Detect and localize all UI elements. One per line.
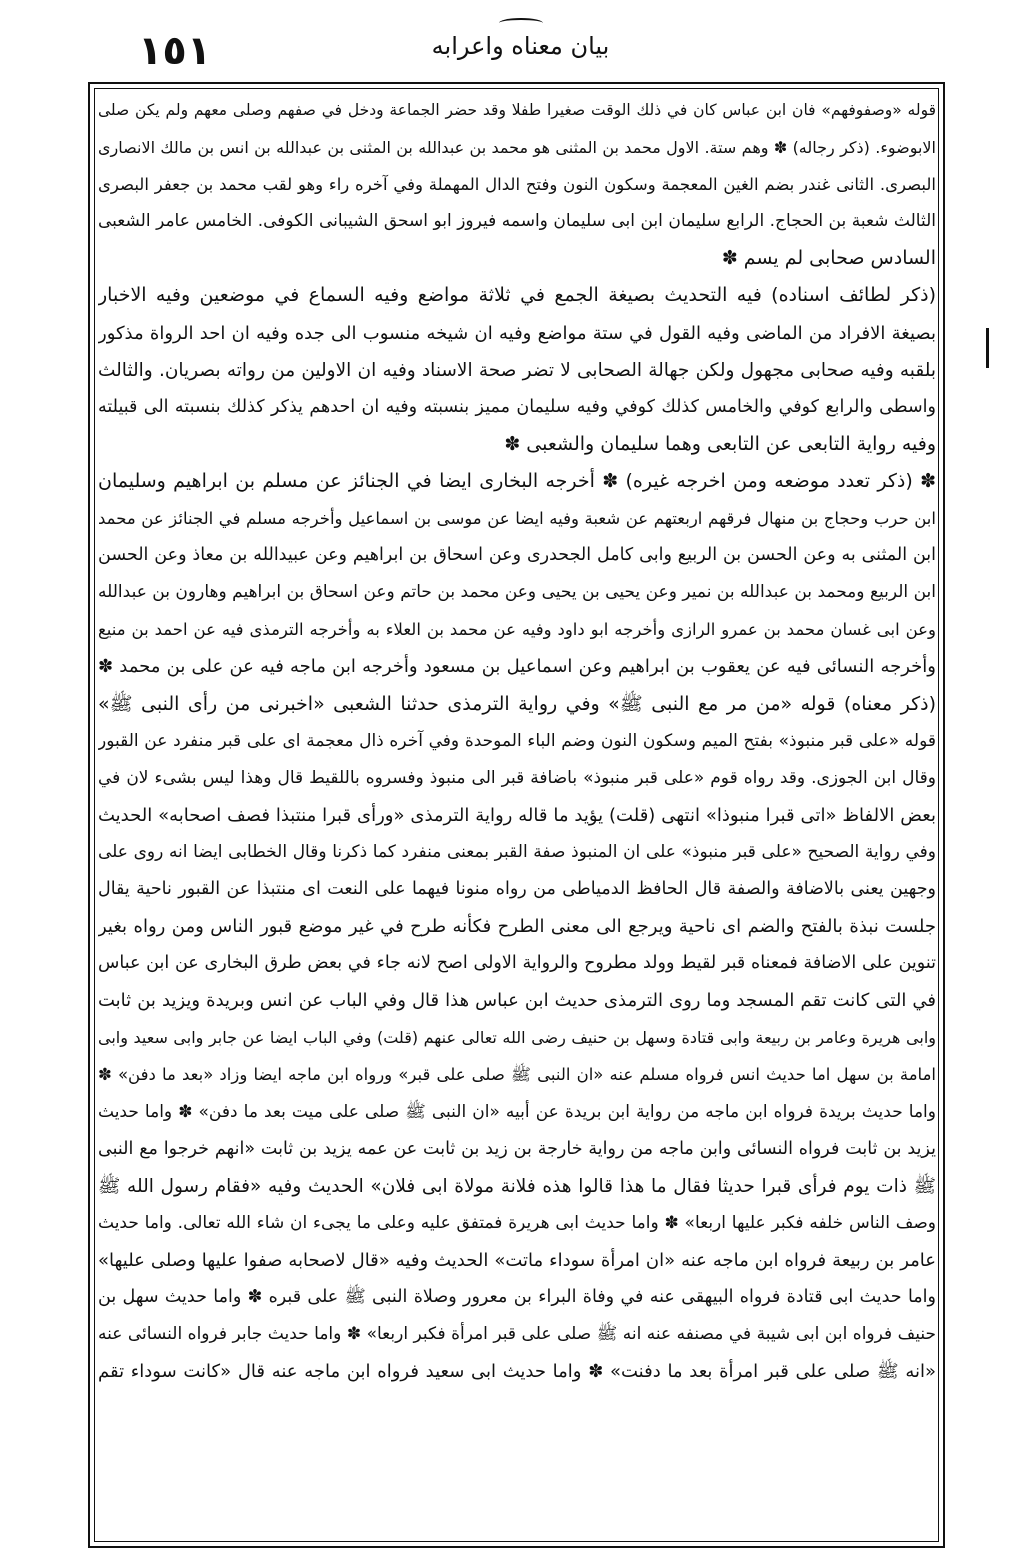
- text-line: السادس صحابى لم يسم ✽: [721, 247, 936, 270]
- text-line: قوله «وصفوفهم» فان ابن عباس كان في ذلك الوقت صغيرا طفلا وقد حضر الجماعة ودخل في صفهم وصلى معهم ولم يكن صلى: [98, 101, 936, 119]
- text-line: ابن المثنى به وعن الحسن بن الربيع وابى كامل الجحدرى وعن اسحاق بن ابراهيم وعن عبيدالله بن معاذ وعن الحسن: [98, 545, 936, 566]
- text-line: وقال ابن الجوزى. وقد رواه قوم «على قبر منبوذ» باضافة قبر الى منبوذ وفسروه باللقيط قال وهذا ليس بشىء لان في: [98, 767, 936, 788]
- text-body: [98, 92, 936, 1540]
- text-line: امامة بن سهل اما حديث انس فرواه مسلم عنه «ان النبى ﷺ صلى على قبر» ورواه ابن ماجه ايضا وزاد «بعد ما دفن» ✽: [98, 1065, 936, 1085]
- text-line: وجهين يعنى بالاضافة والصفة قال الحافظ الدمياطى من رواه منونا فيهما على النعت اى منتبذا عن القبور ناحية يقال: [98, 878, 936, 899]
- page-header: [60, 18, 981, 82]
- page-number: ١٥١: [138, 28, 212, 74]
- text-line: في التى كانت تقم المسجد وما روى الترمذى حديث ابن عباس هذا قال وفي الباب عن انس وبريدة ويزيد بن ثابت: [98, 990, 936, 1012]
- text-line: حنيف فرواه ابن ابى شيبة في مصنفه عنه انه ﷺ صلى على قبر امرأة فكبر اربعا» ✽ واما حديث جابر فرواه النسائى عنه: [98, 1324, 936, 1345]
- text-line: وأخرجه النسائى فيه عن يعقوب بن ابراهيم وعن اسماعيل بن مسعود وأخرجه ابن ماجه فيه عن على بن محمد ✽: [98, 656, 936, 678]
- text-line: بعض الالفاظ «اتى قبرا منبوذا» انتهى (قلت) يؤيد ما قاله رواية الترمذى «ورأى قبرا منتبذا فصف اصحابه» الحديث: [98, 804, 936, 826]
- text-line: جلست نبذة بالفتح والضم اى ناحية ويرجع الى معنى الطرح فكأنه طرح في غير موضع قبور الناس ومن رواه بغير: [98, 916, 936, 938]
- text-line: «انه ﷺ صلى على قبر امرأة بعد ما دفنت» ✽ واما حديث ابى سعيد فرواه ابن ماجه عنه قال «كانت سوداء تقم: [98, 1361, 936, 1383]
- text-line: ﷺ ذات يوم فرأى قبرا حديثا فقال ما هذا قالوا هذه فلانة مولاة ابى فلان» الحديث وفيه «فقام رسول الله ﷺ: [98, 1175, 936, 1197]
- text-line: قوله «على قبر منبوذ» بفتح الميم وسكون النون وضم الباء الموحدة وفي آخره ذال معجمة اى على قبر منفرد عن القبور: [98, 730, 936, 751]
- text-line: ✽ (ذكر تعدد موضعه ومن اخرجه غيره) ✽ أخرجه البخارى ايضا في الجنائز عن مسلم بن ابراهيم وسليمان: [98, 469, 936, 492]
- text-line: واسطى والرابع كوفي والخامس كذلك كوفي وفيه سليمان مميز بنسبته وفيه ان احدهم يذكر كذلك بنسبته الى قبيلته: [98, 396, 936, 417]
- text-line: وفيه رواية التابعى عن التابعى وهما سليمان والشعبى ✽: [504, 432, 936, 455]
- text-line: يزيد بن ثابت فرواه النسائى وابن ماجه من رواية خارجة بن زيد بن ثابت عن عمه يزيد بن ثابت «انهم خرجوا مع النبى: [98, 1138, 936, 1159]
- text-line: وعن ابى غسان محمد بن عمرو الرازى وأخرجه ابو داود وفيه عن محمد بن العلاء به وأخرجه الترمذى فيه عن احمد بن منيع: [98, 620, 936, 640]
- text-line: وصف الناس خلفه فكبر عليها اربعا» ✽ واما حديث ابى هريرة فمتفق عليه وعلى ما يجىء ان شاء الله تعالى. واما حديث: [98, 1212, 936, 1233]
- text-line: وفي رواية الصحيح «على قبر منبوذ» على ان المنبوذ صفة القبر بمعنى منفرد كما ذكرنا وقال الخطابى ايضا انه روى على: [98, 841, 936, 862]
- text-line: البصرى. الثانى غندر بضم الغين المعجمة وسكون النون وفتح الدال المهملة وفي آخره راء وهو لقب محمد بن جعفر البصرى: [98, 175, 936, 195]
- text-line: ابن حرب وحجاج بن منهال فرقهم اربعتهم عن شعبة وفيه ايضا عن موسى بن اسماعيل وأخرجه مسلم في الجنائز عن محمد: [98, 509, 936, 529]
- text-line: بصيغة الافراد من الماضى وفيه القول في ستة مواضع وفيه ان شيخه منسوب الى جده وفيه ان احد الرواة مذكور: [98, 322, 936, 344]
- margin-mark: [986, 328, 989, 368]
- text-line: تنوين على الاضافة فمعناه قبر لقيط وولد مطروح والرواية الاولى اصح لانه جاء في بعض طرق البخارى عن ابن عباس: [98, 953, 936, 974]
- header-ornament: [499, 18, 543, 28]
- text-line: (ذكر لطائف اسناده) فيه التحديث بصيغة الجمع في ثلاثة مواضع وفيه السماع في موضعين وفيه الاخبار: [98, 284, 936, 307]
- running-title: بيان معناه واعرابه: [431, 32, 610, 60]
- text-line: ابن الربيع ومحمد بن عبدالله بن نمير وعن يحيى بن يحيى وعن محمد بن حاتم وعن اسحاق بن ابراهيم وهارون بن عبدالله: [98, 582, 936, 603]
- text-line: الابوضوء. (ذكر رجاله) ✽ وهم ستة. الاول محمد بن المثنى هو محمد بن عبدالله بن المثنى بن عبدالله بن انس بن مالك الانصارى: [98, 138, 936, 158]
- text-line: واما حديث ابى قتادة فرواه البيهقى عنه في وفاة البراء بن معرور وصلاة النبى ﷺ على قبره ✽ واما حديث سهل بن: [98, 1287, 936, 1307]
- text-line: واما حديث بريدة فرواه ابن ماجه من رواية ابن بريدة عن أبيه «ان النبى ﷺ صلى على ميت بعد ما دفن» ✽ واما حديث: [98, 1101, 936, 1122]
- text-line: الثالث شعبة بن الحجاج. الرابع سليمان ابن ابى سليمان واسمه فيروز ابو اسحق الشيبانى الكوفى. الخامس عامر الشعبى: [98, 211, 936, 232]
- text-line: (ذكر معناه) قوله «من مر مع النبى ﷺ» وفي رواية الترمذى حدثنا الشعبى «اخبرنى من رأى النبى ﷺ»: [98, 692, 936, 715]
- text-line: بلقبه وفيه صحابى مجهول ولكن جهالة الصحابى لا تضر صحة الاسناد وفيه ان الاولين من رواته بصريان. والثالث: [98, 359, 936, 381]
- text-line: عامر بن ربيعة فرواه ابن ماجه عنه «ان امرأة سوداء ماتت» الحديث وفيه «قال لاصحابه صفوا عليها وصلى عليها»: [98, 1249, 936, 1271]
- text-line: وابى هريرة وعامر بن ربيعة وابى قتادة وسهل بن حنيف رضى الله تعالى عنهم (قلت) وفي الباب ايضا عن جابر وابى سعيد وابى: [98, 1028, 936, 1048]
